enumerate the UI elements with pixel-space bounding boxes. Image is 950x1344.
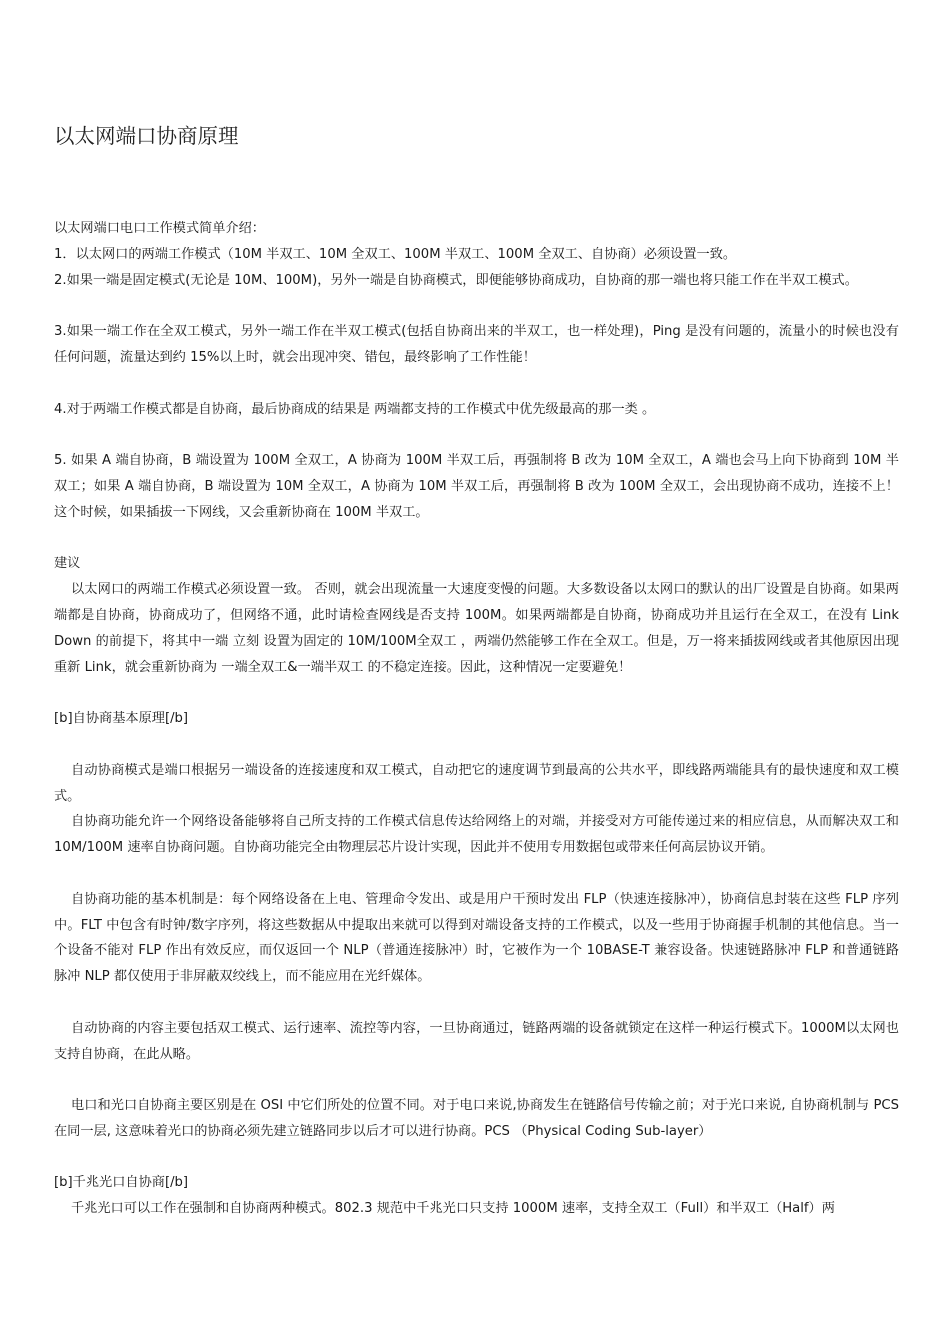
point-5: 5. 如果 A 端自协商，B 端设置为 100M 全双工，A 协商为 100M 半双工后，再强制将 B 改为 10M 全双工，A 端也会马上向下协商到 10M 半双工；如果 A 端自协商，B 端设置为 10M 全双工，A 协商为 10M 半双工后，再强制将 B 改为 100M 全双工，会出现协商不成功，连接不上！这个时候，如果插拔一下网线，又会重新协商在 100M 半双工。 <box>54 453 899 520</box>
basic-paragraph-1: 自动协商模式是端口根据另一端设备的连接速度和双工模式，自动把它的速度调节到最高的公共水平，即线路两端能具有的最快速度和双工模式。 <box>54 762 899 804</box>
spacer <box>54 1145 899 1171</box>
page-title: 以太网端口协商原理 <box>54 124 239 148</box>
point-1: 1．以太网口的两端工作模式（10M 半双工、10M 全双工、100M 半双工、100M 全双工、自协商）必须设置一致。 <box>54 246 737 262</box>
basic-paragraph-3: 自协商功能的基本机制是：每个网络设备在上电、管理命令发出、或是用户干预时发出 FLP（快速连接脉冲），协商信息封装在这些 FLP 序列中。FLT 中包含有时钟/数字序列，将这些数据从中提取出来就可以得到对端设备支持的工作模式，以及一些用于协商握手机制的其他信息。当一个设备不能对 FLP 作出有效反应，而仅返回一个 NLP（普通连接脉冲）时，它被作为一个 10BASE-T 兼容设备。快速链路脉冲 FLP 和普通链路脉冲 NLP 都仅使用于非屏蔽双绞线上，而不能应用在光纤媒体。 <box>54 891 899 985</box>
advice-paragraph: 以太网口的两端工作模式必须设置一致。 否则，就会出现流量一大速度变慢的问题。大多数设备以太网口的默认的出厂设置是自协商。如果两端都是自协商，协商成功了，但网络不通，此时请检查网线是否支持 100M。如果两端都是自协商，协商成功并且运行在全双工，在没有 Link Down 的前提下，将其中一端 立刻 设置为固定的 10M/100M全双工 ，两端仍然能够工作在全双工。但是，万一将来插拔网线或者其他原因出现重新 Link，就会重新协商为 一端全双工&一端半双工 的不稳定连接。因此，这种情况一定要避免！ <box>54 582 899 675</box>
spacer <box>54 680 899 706</box>
point-4: 4.对于两端工作模式都是自协商，最后协商成的结果是 两端都支持的工作模式中优先级最高的那一类 。 <box>54 401 656 417</box>
document-body <box>54 216 899 1222</box>
section-heading-gigabit: [b]千兆光口自协商[/b] <box>54 1175 189 1191</box>
spacer <box>54 732 899 758</box>
spacer <box>54 861 899 887</box>
point-2: 2.如果一端是固定模式(无论是 10M、100M)，另外一端是自协商模式，即便能够协商成功，自协商的那一端也将只能工作在半双工模式。 <box>54 272 858 288</box>
spacer <box>54 293 899 319</box>
spacer <box>54 526 899 552</box>
intro-heading: 以太网端口电口工作模式简单介绍： <box>54 221 265 236</box>
basic-paragraph-5: 电口和光口自协商主要区别是在 OSI 中它们所处的位置不同。对于电口来说,协商发生在链路信号传输之前；对于光口来说, 自协商机制与 PCS 在同一层, 这意味着光口的协商必须先建立链路同步以后才可以进行协商。PCS （Physical Coding Sub-layer） <box>54 1098 899 1139</box>
gigabit-paragraph-1: 千兆光口可以工作在强制和自协商两种模式。802.3 规范中千兆光口只支持 1000M 速率，支持全双工（Full）和半双工（Half）两 <box>71 1201 835 1217</box>
basic-paragraph-2: 自协商功能允许一个网络设备能够将自己所支持的工作模式信息传达给网络上的对端，并接受对方可能传递过来的相应信息，从而解决双工和 10M/100M 速率自协商问题。自协商功能完全由物理层芯片设计实现，因此并不使用专用数据包或带来任何高层协议开销。 <box>54 814 899 856</box>
advice-heading: 建议 <box>54 556 81 572</box>
spacer <box>54 371 899 397</box>
section-heading-basic: [b]自协商基本原理[/b] <box>54 711 189 727</box>
spacer <box>54 422 899 448</box>
point-3: 3.如果一端工作在全双工模式，另外一端工作在半双工模式(包括自协商出来的半双工，也一样处理)，Ping 是没有问题的，流量小的时候也没有任何问题，流量达到约 15%以上时，就会出现冲突、错包，最终影响了工作性能！ <box>54 324 899 365</box>
spacer <box>54 1067 899 1093</box>
spacer <box>54 990 899 1016</box>
basic-paragraph-4: 自动协商的内容主要包括双工模式、运行速率、流控等内容，一旦协商通过，链路两端的设备就锁定在这样一种运行模式下。1000M以太网也支持自协商，在此从略。 <box>54 1020 899 1062</box>
